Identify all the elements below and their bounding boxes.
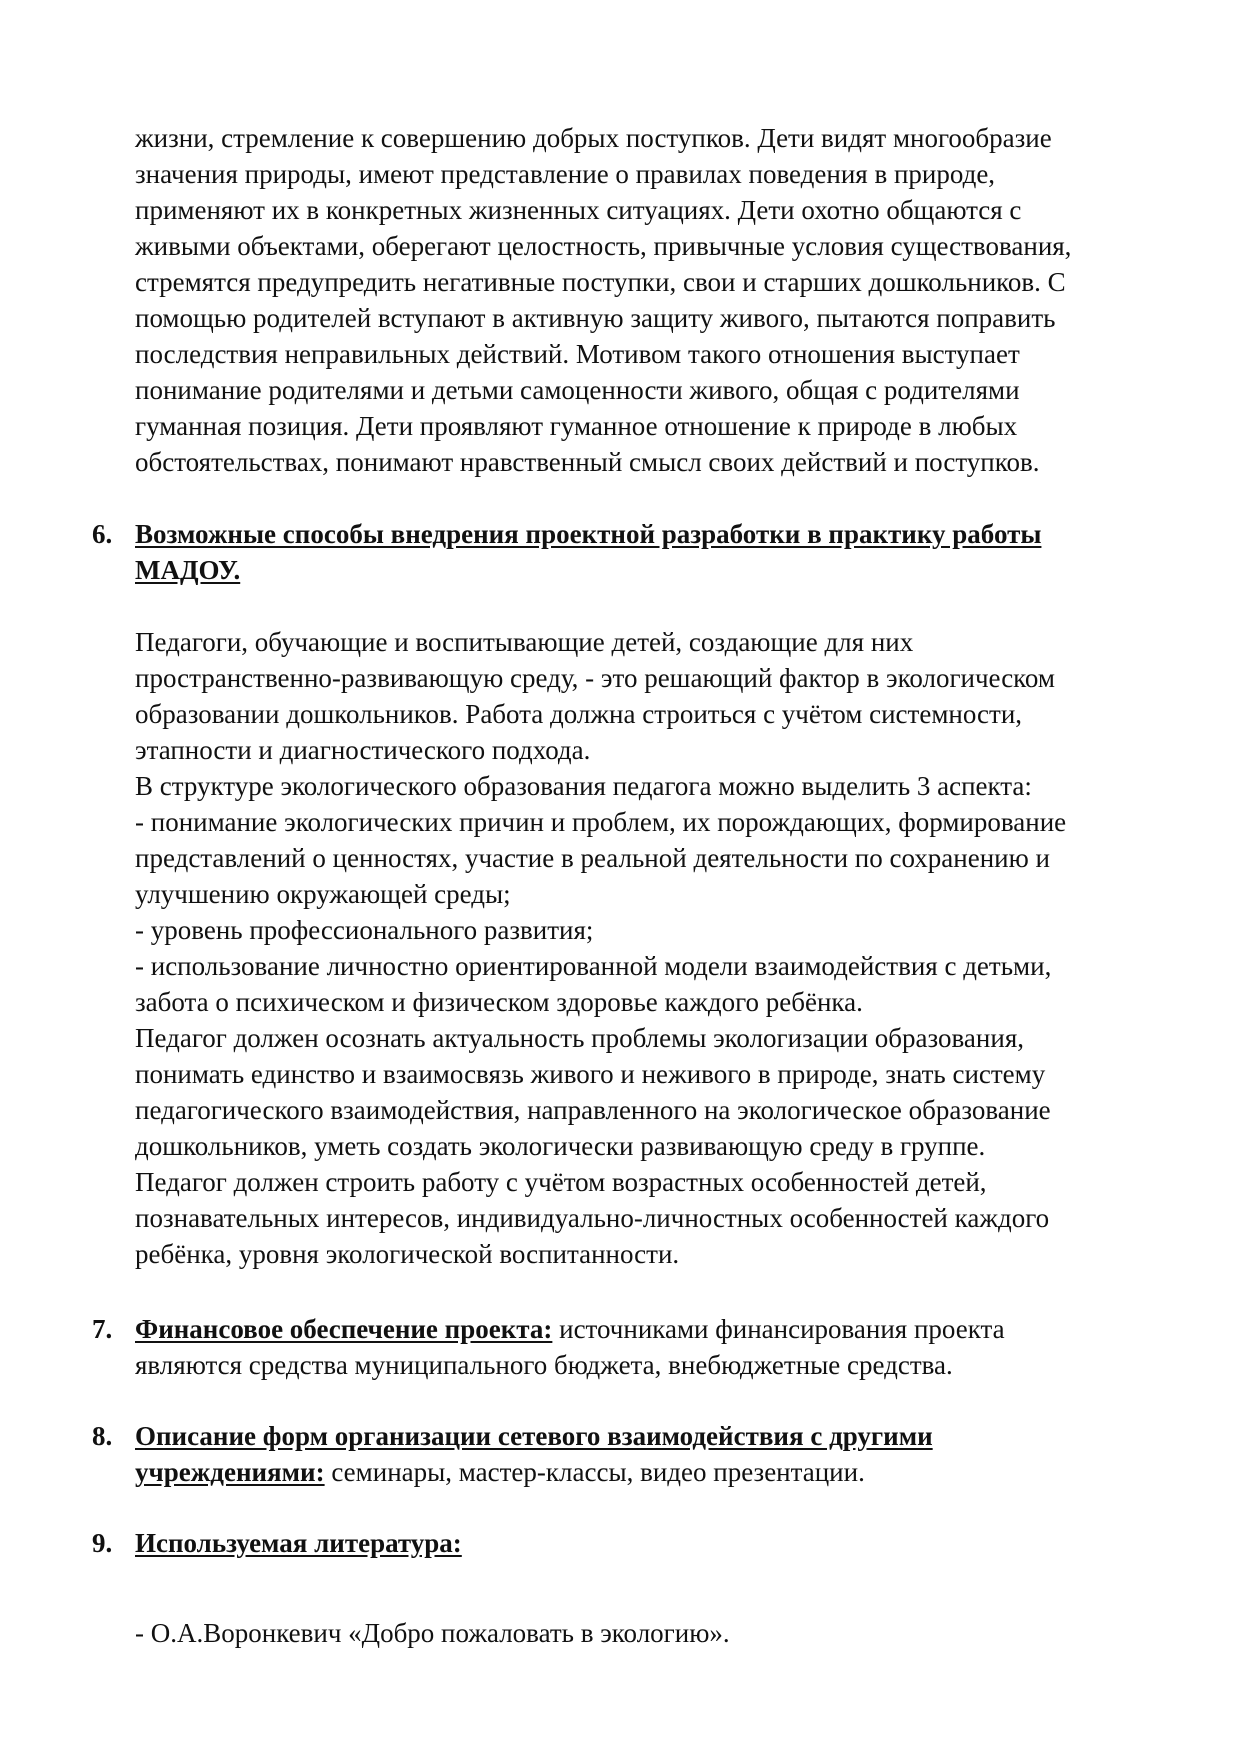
- section-heading: Возможные способы внедрения проектной разработки в практику работы: [135, 519, 1042, 549]
- intro-line: живыми объектами, оберегают целостность, привычные условия существования,: [135, 231, 1072, 261]
- section-heading: Финансовое обеспечение проекта:: [135, 1314, 553, 1344]
- body-line: познавательных интересов, индивидуально-личностных особенностей каждого: [135, 1203, 1050, 1233]
- intro-line: жизни, стремление к совершению добрых поступков. Дети видят многообразие: [135, 123, 1052, 153]
- section-line: [135, 1454, 1152, 1490]
- literature-list: [135, 1615, 1135, 1651]
- body-line: Педагог должен осознать актуальность проблемы экологизации образования,: [135, 1023, 1024, 1053]
- section-number: 6.: [92, 519, 113, 549]
- intro-line: понимание родителями и детьми самоценности живого, общая с родителями: [135, 375, 1020, 405]
- body-line: В структуре экологического образования педагога можно выделить 3 аспекта:: [135, 771, 1032, 801]
- section-6: [92, 516, 1152, 588]
- intro-line: значения природы, имеют представление о правилах поведения в природе,: [135, 159, 996, 189]
- literature-item: - О.А.Воронкевич «Добро пожаловать в экологию».: [135, 1618, 730, 1648]
- body-line: дошкольников, уметь создать экологически развивающую среду в группе.: [135, 1131, 986, 1161]
- section-heading: МАДОУ.: [135, 555, 241, 585]
- body-line: Педагоги, обучающие и воспитывающие детей, создающие для них: [135, 627, 914, 657]
- body-line: Педагог должен строить работу с учётом возрастных особенностей детей,: [135, 1167, 987, 1197]
- section-text: семинары, мастер-классы, видео презентации.: [324, 1457, 865, 1487]
- intro-line: стремятся предупредить негативные поступки, свои и старших дошкольников. С: [135, 267, 1066, 297]
- section-8: [92, 1418, 1152, 1490]
- intro-line: последствия неправильных действий. Мотивом такого отношения выступает: [135, 339, 1020, 369]
- section-text: источниками финансирования проекта: [552, 1314, 1005, 1344]
- body-line: понимать единство и взаимосвязь живого и неживого в природе, знать систему: [135, 1059, 1046, 1089]
- section-7: [92, 1311, 1152, 1383]
- intro-line: обстоятельствах, понимают нравственный смысл своих действий и поступков.: [135, 447, 1040, 477]
- body-line: пространственно-развивающую среду, - это решающий фактор в экологическом: [135, 663, 1056, 693]
- intro-line: гуманная позиция. Дети проявляют гуманное отношение к природе в любых: [135, 411, 1018, 441]
- body-line: ребёнка, уровня экологической воспитанности.: [135, 1239, 680, 1269]
- section-number: 9.: [92, 1528, 113, 1558]
- section-line: [135, 1311, 1152, 1347]
- section-9: [92, 1525, 1152, 1561]
- section-heading: учреждениями:: [135, 1457, 325, 1487]
- section-number: 8.: [92, 1421, 113, 1451]
- intro-paragraph: [135, 120, 1135, 480]
- body-line: представлений о ценностях, участие в реальной деятельности по сохранению и: [135, 843, 1050, 873]
- body-line: - использование личностно ориентированной модели взаимодействия с детьми,: [135, 951, 1052, 981]
- intro-line: помощью родителей вступают в активную защиту живого, пытаются поправить: [135, 303, 1056, 333]
- body-line: образовании дошкольников. Работа должна строиться с учётом системности,: [135, 699, 1023, 729]
- body-line: улучшению окружающей среды;: [135, 879, 511, 909]
- section-text: являются средства муниципального бюджета, внебюджетные средства.: [135, 1350, 953, 1380]
- body-line: педагогического взаимодействия, направленного на экологическое образование: [135, 1095, 1051, 1125]
- body-line: этапности и диагностического подхода.: [135, 735, 591, 765]
- section-heading: Описание форм организации сетевого взаимодействия с другими: [135, 1421, 933, 1451]
- body-line: забота о психическом и физическом здоровье каждого ребёнка.: [135, 987, 863, 1017]
- body-line: - уровень профессионального развития;: [135, 915, 594, 945]
- intro-line: применяют их в конкретных жизненных ситуациях. Дети охотно общаются с: [135, 195, 1022, 225]
- section-number: 7.: [92, 1314, 113, 1344]
- section-heading: Используемая литература:: [135, 1528, 462, 1558]
- section-6-body: [135, 624, 1135, 1272]
- body-line: - понимание экологических причин и проблем, их порождающих, формирование: [135, 807, 1067, 837]
